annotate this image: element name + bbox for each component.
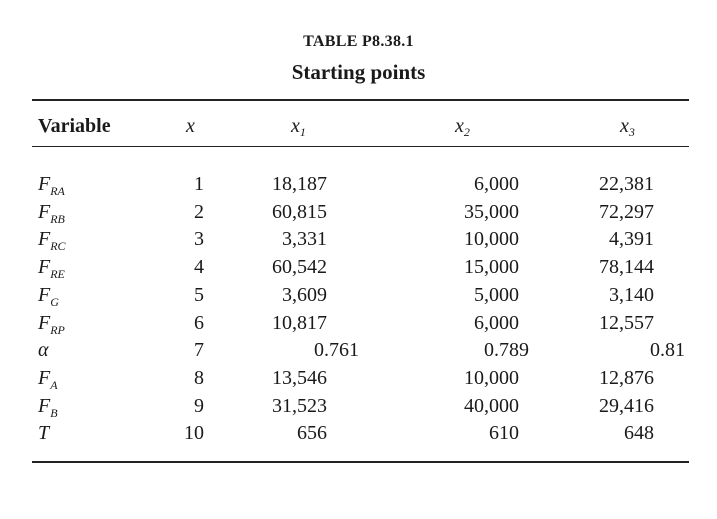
x2-cell: 35,000 [464,200,519,223]
variable-cell: α [38,339,49,362]
table-row [0,394,717,421]
x1-cell: 60,815 [272,200,327,223]
x3-cell: 0.81 [650,339,685,362]
x2-cell: 15,000 [464,256,519,279]
x2-cell: 610 [489,422,519,445]
x-index-cell: 1 [194,173,204,195]
x2-cell: 6,000 [474,311,519,334]
header-x3: $x_3$ [620,115,635,139]
x2-cell: 5,000 [474,283,519,306]
x1-cell: 0.761 [314,339,359,362]
x3-cell: 72,297 [599,200,654,223]
bottom-rule [32,461,689,463]
x1-cell: 13,546 [272,366,327,389]
variable-cell: $F_B$ [38,394,58,420]
table-row [0,283,717,310]
table-row [0,200,717,227]
x3-cell: 78,144 [599,256,654,279]
table-label: TABLE P8.38.1 [303,33,414,50]
table-row [0,338,717,365]
header-rule [32,146,689,147]
x-index-cell: 8 [194,366,204,389]
x2-cell: 10,000 [464,228,519,251]
x1-cell: 3,609 [282,283,327,306]
table-row [0,421,717,448]
x1-cell: 10,817 [272,311,327,334]
x1-cell: 656 [297,422,327,445]
x-index-cell: 10 [184,422,204,445]
variable-cell: $F_{RE}$ [38,256,65,282]
table-row [0,255,717,282]
x3-cell: 12,557 [599,311,654,334]
variable-cell: $F_G$ [38,283,59,309]
header-x1: $x_1$ [291,115,306,139]
top-rule [32,99,689,101]
x-index-cell: 4 [194,256,204,279]
x2-cell: 40,000 [464,394,519,417]
x1-cell: 60,542 [272,256,327,279]
variable-cell: $F_A$ [38,366,58,392]
header-x2: $x_2$ [455,115,470,139]
x1-cell: 3,331 [282,228,327,251]
x1-cell: 31,523 [272,394,327,417]
x3-cell: 12,876 [599,366,654,389]
variable-cell: $F_{RA}$ [38,173,65,198]
table-row [0,172,717,199]
x3-cell: 22,381 [599,173,654,195]
x3-cell: 4,391 [609,228,654,251]
table-row [0,311,717,338]
x-index-cell: 2 [194,200,204,223]
variable-cell: $F_{RC}$ [38,228,66,254]
variable-cell: $F_{RB}$ [38,200,65,226]
x3-cell: 3,140 [609,283,654,306]
x2-cell: 0.789 [484,339,529,362]
x2-cell: 6,000 [474,173,519,195]
x-index-cell: 3 [194,228,204,251]
x-index-cell: 5 [194,283,204,306]
table-row [0,227,717,254]
variable-cell: T [38,422,50,445]
x1-cell: 18,187 [272,173,327,195]
x3-cell: 29,416 [599,394,654,417]
x3-cell: 648 [624,422,654,445]
x-index-cell: 9 [194,394,204,417]
x-index-cell: 6 [194,311,204,334]
table-row [0,366,717,393]
x2-cell: 10,000 [464,366,519,389]
table-title: Starting points [291,60,426,84]
x-index-cell: 7 [194,339,204,362]
variable-cell: $F_{RP}$ [38,311,65,337]
header-variable: Variable [38,115,111,137]
header-x: x [186,115,195,137]
